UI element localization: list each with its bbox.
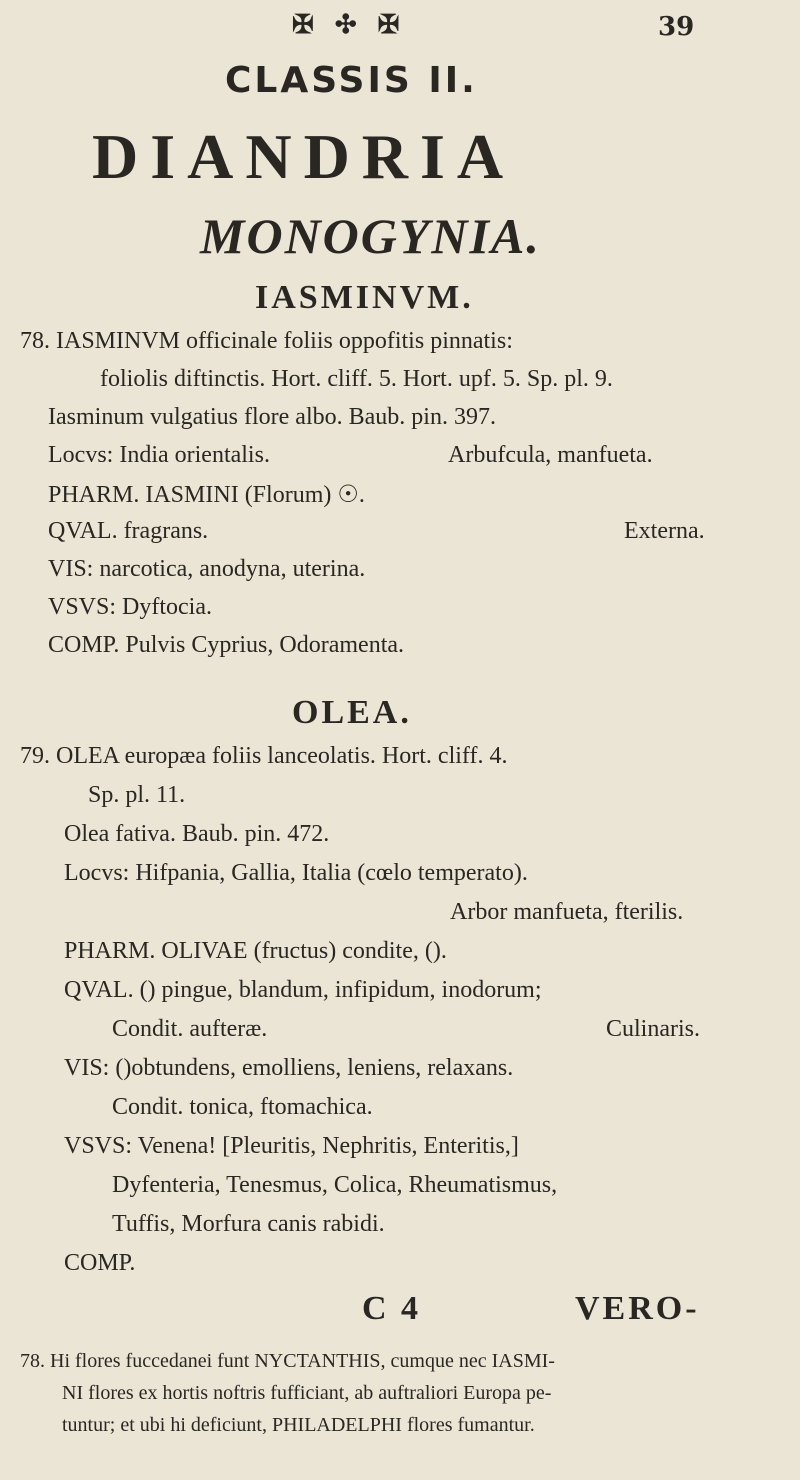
entry-78-usus: VSVS: Dyftocia. [48, 594, 212, 620]
entry-79-vis: VIS: ()obtundens, emolliens, leniens, relaxans. [64, 1055, 514, 1081]
entry-79-vis-cond: Condit. tonica, ftomachica. [112, 1094, 373, 1120]
entry-79-usus-3: Tuffis, Morfura canis rabidi. [112, 1211, 385, 1237]
page-title: DIANDRIA [92, 121, 516, 192]
entry-78-locus: Locvs: India orientalis. [48, 442, 270, 468]
header-ornament: ✠ ✣ ✠ [292, 10, 406, 40]
catchword: VERO- [575, 1290, 700, 1327]
entry-78-line-2: foliolis diftinctis. Hort. cliff. 5. Hort. upf. 5. Sp. pl. 9. [100, 366, 613, 392]
entry-78-locus-note: Arbufcula, manfueta. [448, 442, 653, 468]
entry-78-comp: COMP. Pulvis Cyprius, Odoramenta. [48, 632, 405, 658]
entry-79-locus-note: Arbor manfueta, fterilis. [450, 899, 684, 925]
class-heading: CLASSIS II. [225, 60, 478, 101]
entry-79-usus-1: VSVS: Venena! [Pleuritis, Nephritis, Enteritis,] [64, 1133, 519, 1159]
entry-78-line-3: Iasminum vulgatius flore albo. Baub. pin. 397. [48, 404, 496, 430]
entry-79-qual-cond: Condit. aufteræ. [112, 1016, 268, 1042]
footnote-line-3: tuntur; et ubi hi deficiunt, PHILADELPHI flores fumantur. [62, 1414, 535, 1436]
entry-79-line-2: Sp. pl. 11. [88, 782, 186, 808]
entry-79-line-3: Olea fativa. Baub. pin. 472. [64, 821, 330, 847]
footnote-line-2: NI flores ex hortis noftris fufficiant, ab auftraliori Europa pe- [62, 1382, 552, 1404]
entry-79-qual-note: Culinaris. [606, 1016, 700, 1042]
signature-mark: C 4 [362, 1290, 422, 1327]
order-subtitle: MONOGYNIA. [200, 208, 541, 264]
entry-79-line-1: 79. OLEA europæa foliis lanceolatis. Hort. cliff. 4. [20, 743, 508, 769]
entry-79-usus-2: Dyfenteria, Tenesmus, Colica, Rheumatismus, [112, 1172, 558, 1198]
entry-79-qual: QVAL. () pingue, blandum, infipidum, inodorum; [64, 977, 542, 1003]
entry-79-locus: Locvs: Hifpania, Gallia, Italia (cœlo temperato). [64, 860, 528, 886]
genus-heading-olea: OLEA. [292, 694, 412, 731]
entry-78-qual: QVAL. fragrans. [48, 518, 209, 544]
entry-78-line-1: 78. IASMINVM officinale foliis oppofitis pinnatis: [20, 328, 513, 354]
entry-78-vis: VIS: narcotica, anodyna, uterina. [48, 556, 366, 582]
page-number: 39 [658, 12, 695, 42]
entry-78-pharm: PHARM. IASMINI (Florum) ☉. [48, 482, 365, 508]
entry-78-qual-note: Externa. [624, 518, 705, 544]
genus-heading-iasminum: IASMINVM. [255, 279, 474, 316]
entry-79-comp: COMP. [64, 1250, 136, 1276]
entry-79-pharm: PHARM. OLIVAE (fructus) condite, (). [64, 938, 447, 964]
footnote-line-1: 78. Hi flores fuccedanei funt NYCTANTHIS, cumque nec IASMI- [20, 1350, 555, 1372]
